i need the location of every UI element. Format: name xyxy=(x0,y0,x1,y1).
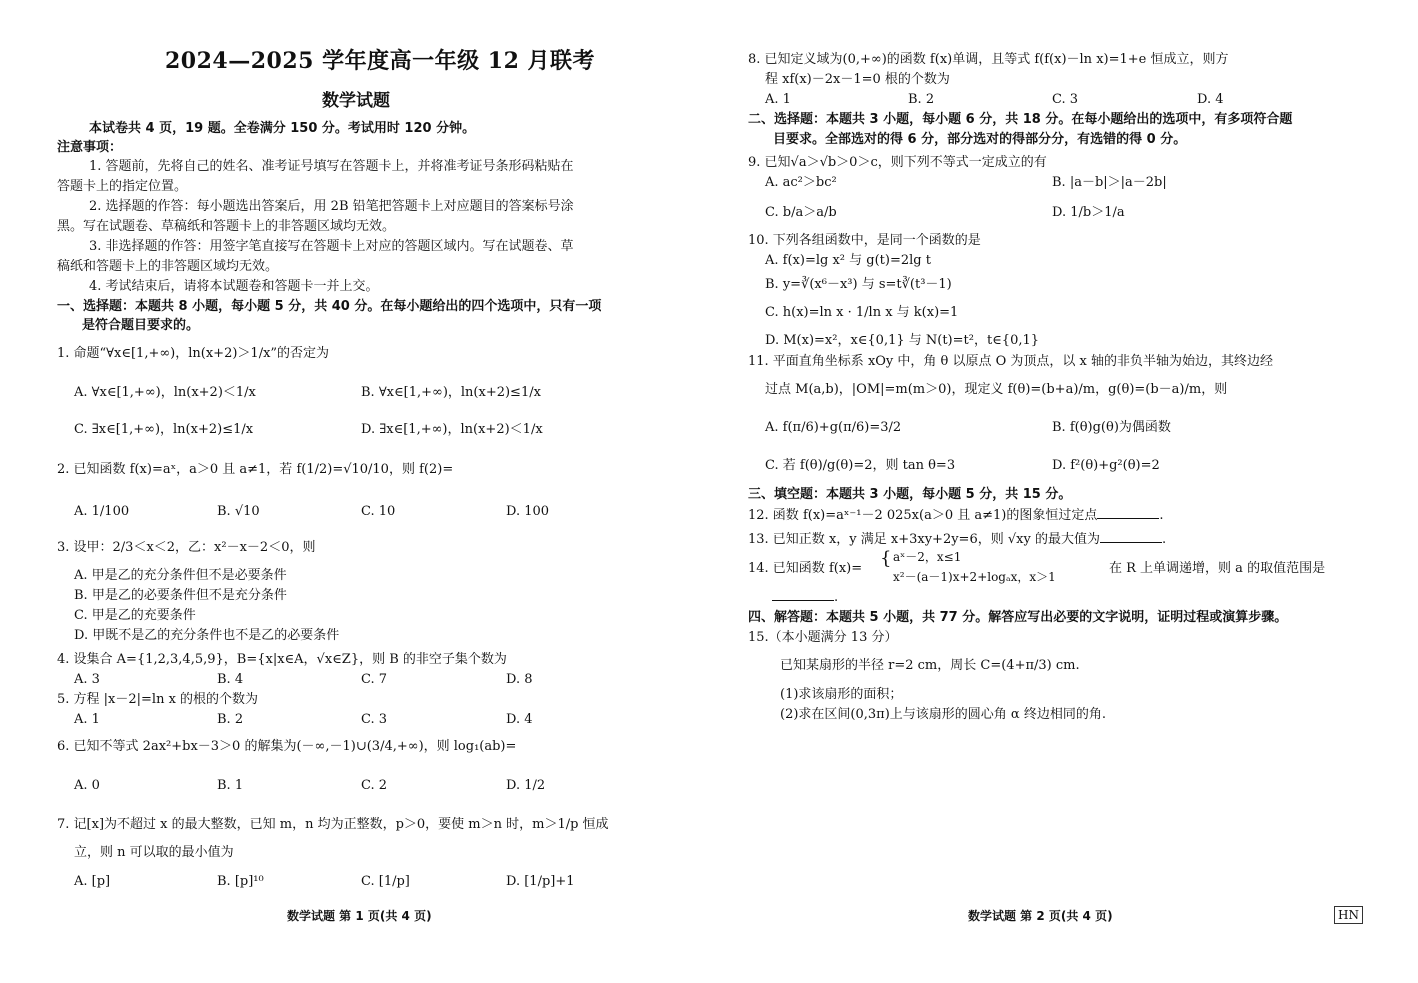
question-1: 1. 命题“∀x∈[1,+∞)，ln(x+2)＞1/x”的否定为 xyxy=(57,346,330,361)
q2-option-d: D. 100 xyxy=(506,504,550,519)
q11-option-c: C. 若 f(θ)/g(θ)=2，则 tan θ=3 xyxy=(765,458,956,473)
question-13: 13. 已知正数 x，y 满足 x+3xy+2y=6，则 √xy 的最大值为 . xyxy=(748,532,1167,547)
q6-option-d: D. 1/2 xyxy=(506,778,546,793)
question-12: 12. 函数 f(x)=aˣ⁻¹－2 025x(a＞0 且 a≠1)的图象恒过定点 . xyxy=(748,508,1164,523)
q3-option-c: C. 甲是乙的充要条件 xyxy=(74,608,196,623)
q11-option-a: A. f(π/6)+g(π/6)=3/2 xyxy=(765,420,902,435)
q1-option-a: A. ∀x∈[1,+∞)，ln(x+2)＜1/x xyxy=(74,385,256,400)
notice-line: 1. 答题前，先将自己的姓名、准考证号填写在答题卡上，并将准考证号条形码粘贴在 xyxy=(89,159,574,174)
notice-line: 黑。写在试题卷、草稿纸和答题卡上的非答题区域均无效。 xyxy=(57,219,396,234)
section-2-heading: 二、选择题：本题共 3 小题，每小题 6 分，共 18 分。在每小题给出的选项中，有多项符合题 xyxy=(748,112,1293,127)
question-14-cont: 在 R 上单调递增，则 a 的取值范围是 xyxy=(1109,561,1326,576)
q9-option-a: A. ac²＞bc² xyxy=(765,175,837,190)
question-10: 10. 下列各组函数中，是同一个函数的是 xyxy=(748,233,981,248)
question-11-cont: 过点 M(a,b)，|OM|=m(m＞0)，现定义 f(θ)=(b+a)/m，g(θ)=(b－a)/m，则 xyxy=(765,382,1228,397)
q7-option-d: D. [1/p]+1 xyxy=(506,874,575,889)
section-1-heading: 一、选择题：本题共 8 小题，每小题 5 分，共 40 分。在每小题给出的四个选项中，只有一项 xyxy=(57,299,602,314)
exam-title: 2024—2025 学年度高一年级 12 月联考 xyxy=(165,48,596,74)
answer-blank xyxy=(1097,506,1159,519)
question-15: 15.（本小题满分 13 分） xyxy=(748,630,898,645)
q4-option-b: B. 4 xyxy=(217,672,244,687)
q10-option-d: D. M(x)=x²，x∈{0,1} 与 N(t)=t²，t∈{0,1} xyxy=(765,333,1040,348)
exam-intro: 本试卷共 4 页，19 题。全卷满分 150 分。考试用时 120 分钟。 xyxy=(89,121,476,136)
q4-option-d: D. 8 xyxy=(506,672,533,687)
q2-option-c: C. 10 xyxy=(361,504,396,519)
q7-option-c: C. [1/p] xyxy=(361,874,410,889)
q8-option-b: B. 2 xyxy=(908,92,935,107)
q7-option-b: B. [p]¹⁰ xyxy=(217,874,264,889)
question-15-body: 已知某扇形的半径 r=2 cm，周长 C=(4+π/3) cm. xyxy=(780,658,1080,673)
notice-line: 3. 非选择题的作答：用签字笔直接写在答题卡上对应的答题区域内。写在试题卷、草 xyxy=(89,239,574,254)
q10-option-a: A. f(x)=lg x² 与 g(t)=2lg t xyxy=(765,253,931,268)
question-14: 14. 已知函数 f(x)= xyxy=(748,561,863,576)
q1-option-d: D. ∃x∈[1,+∞)，ln(x+2)＜1/x xyxy=(361,422,543,437)
notice-heading: 注意事项： xyxy=(57,140,123,155)
answer-blank-row: . xyxy=(772,588,838,607)
question-3: 3. 设甲：2/3＜x＜2，乙：x²－x－2＜0，则 xyxy=(57,540,316,555)
q14-case-1: aˣ－2，x≤1 xyxy=(893,550,962,564)
question-8: 8. 已知定义域为(0,+∞)的函数 f(x)单调，且等式 f(f(x)－ln x)=1+e 恒成立，则方 xyxy=(748,52,1229,67)
section-4-heading: 四、解答题：本题共 5 小题，共 77 分。解答应写出必要的文字说明，证明过程或演算步骤。 xyxy=(748,610,1288,625)
q1-option-c: C. ∃x∈[1,+∞)，ln(x+2)≤1/x xyxy=(74,422,254,437)
question-13-text: 13. 已知正数 x，y 满足 x+3xy+2y=6，则 √xy 的最大值为 xyxy=(748,532,1100,547)
q9-option-b: B. |a－b|＞|a－2b| xyxy=(1052,175,1167,190)
q14-case-2: x²－(a－1)x+2+logₐx，x＞1 xyxy=(893,570,1056,584)
question-6: 6. 已知不等式 2ax²+bx－3＞0 的解集为(－∞,－1)∪(3/4,+∞)，则 log₁(ab)= xyxy=(57,739,517,754)
q6-option-b: B. 1 xyxy=(217,778,244,793)
q9-option-d: D. 1/b＞1/a xyxy=(1052,205,1125,220)
q8-option-d: D. 4 xyxy=(1197,92,1224,107)
q11-option-b: B. f(θ)g(θ)为偶函数 xyxy=(1052,420,1171,435)
section-1-heading-cont: 是符合题目要求的。 xyxy=(82,318,200,333)
notice-line: 4. 考试结束后，请将本试题卷和答题卡一并上交。 xyxy=(89,279,379,294)
notice-line: 2. 选择题的作答：每小题选出答案后，用 2B 铅笔把答题卡上对应题目的答案标号涂 xyxy=(89,199,574,214)
q4-option-c: C. 7 xyxy=(361,672,388,687)
q8-option-c: C. 3 xyxy=(1052,92,1079,107)
q11-option-d: D. f²(θ)+g²(θ)=2 xyxy=(1052,458,1160,473)
q7-option-a: A. [p] xyxy=(74,874,111,889)
page-footer-2: 数学试题 第 2 页(共 4 页) xyxy=(968,909,1113,923)
q5-option-a: A. 1 xyxy=(74,712,100,727)
question-9: 9. 已知√a＞√b＞0＞c，则下列不等式一定成立的有 xyxy=(748,155,1047,170)
q2-option-b: B. √10 xyxy=(217,504,260,519)
answer-blank xyxy=(772,588,834,601)
question-15-part-1: (1)求该扇形的面积； xyxy=(780,687,903,702)
question-5: 5. 方程 |x－2|=ln x 的根的个数为 xyxy=(57,692,259,707)
question-7: 7. 记[x]为不超过 x 的最大整数，已知 m，n 均为正整数，p＞0，要使 m＞n 时，m＞1/p 恒成 xyxy=(57,817,609,832)
question-4: 4. 设集合 A={1,2,3,4,5,9}，B={x|x∈A，√x∈Z}，则 B 的非空子集个数为 xyxy=(57,652,507,667)
q6-option-c: C. 2 xyxy=(361,778,388,793)
q2-option-a: A. 1/100 xyxy=(74,504,130,519)
q3-option-a: A. 甲是乙的充分条件但不是必要条件 xyxy=(74,568,287,583)
page-footer-1: 数学试题 第 1 页(共 4 页) xyxy=(287,909,432,923)
q5-option-d: D. 4 xyxy=(506,712,533,727)
q6-option-a: A. 0 xyxy=(74,778,100,793)
q3-option-d: D. 甲既不是乙的充分条件也不是乙的必要条件 xyxy=(74,628,340,643)
question-2: 2. 已知函数 f(x)=aˣ，a＞0 且 a≠1，若 f(1/2)=√10/10，则 f(2)= xyxy=(57,462,454,477)
q9-option-c: C. b/a＞a/b xyxy=(765,205,837,220)
notice-line: 稿纸和答题卡上的非答题区域均无效。 xyxy=(57,259,279,274)
q10-option-c: C. h(x)=ln x · 1/ln x 与 k(x)=1 xyxy=(765,305,959,320)
section-3-heading: 三、填空题：本题共 3 小题，每小题 5 分，共 15 分。 xyxy=(748,487,1072,502)
q4-option-a: A. 3 xyxy=(74,672,100,687)
q10-option-b: B. y=∛(x⁶－x³) 与 s=t∛(t³－1) xyxy=(765,277,952,292)
answer-blank xyxy=(1100,530,1162,543)
exam-subtitle: 数学试题 xyxy=(322,91,390,111)
question-15-part-2: (2)求在区间(0,3π)上与该扇形的圆心角 α 终边相同的角. xyxy=(780,707,1106,722)
question-7-cont: 立，则 n 可以取的最小值为 xyxy=(74,845,234,860)
q1-option-b: B. ∀x∈[1,+∞)，ln(x+2)≤1/x xyxy=(361,385,541,400)
notice-line: 答题卡上的指定位置。 xyxy=(57,179,188,194)
question-11: 11. 平面直角坐标系 xOy 中，角 θ 以原点 O 为顶点，以 x 轴的非负半轴为始边，其终边经 xyxy=(748,354,1274,369)
q5-option-c: C. 3 xyxy=(361,712,388,727)
q5-option-b: B. 2 xyxy=(217,712,244,727)
region-tag: HN xyxy=(1334,906,1363,924)
q8-option-a: A. 1 xyxy=(765,92,791,107)
question-12-text: 12. 函数 f(x)=aˣ⁻¹－2 025x(a＞0 且 a≠1)的图象恒过定点 xyxy=(748,508,1098,523)
section-2-heading-cont: 目要求。全部选对的得 6 分，部分选对的得部分分，有选错的得 0 分。 xyxy=(773,132,1187,147)
piecewise-brace: { xyxy=(880,548,892,569)
question-8-cont: 程 xf(x)－2x－1=0 根的个数为 xyxy=(765,72,950,87)
q3-option-b: B. 甲是乙的必要条件但不是充分条件 xyxy=(74,588,287,603)
